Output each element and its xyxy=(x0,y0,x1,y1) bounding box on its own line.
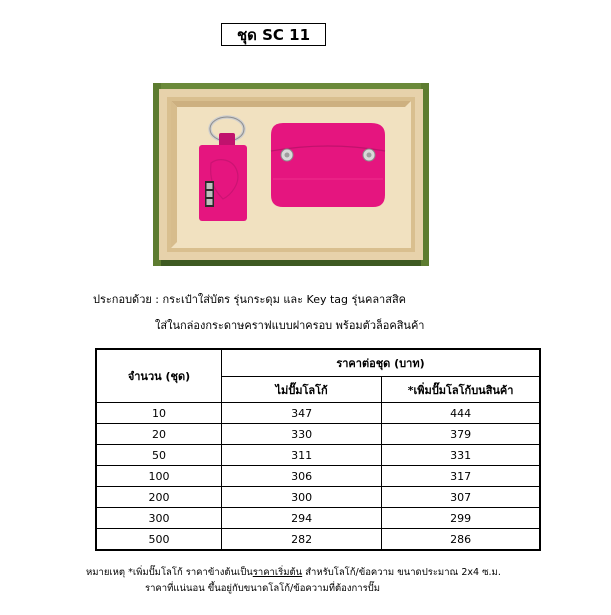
product-photo xyxy=(153,83,429,266)
price-table xyxy=(95,348,541,551)
qty-cell: 200 xyxy=(96,487,221,508)
qty-cell: 500 xyxy=(96,529,221,551)
qty-cell: 300 xyxy=(96,508,221,529)
no-logo-price-cell: 347 xyxy=(221,403,381,424)
qty-header: จำนวน (ชุด) xyxy=(96,349,221,403)
logo-price-cell: 444 xyxy=(382,403,540,424)
qty-cell: 10 xyxy=(96,403,221,424)
title-text: ชุด SC 11 xyxy=(236,25,311,44)
table-row xyxy=(96,529,540,551)
table-row xyxy=(96,445,540,466)
logo-price-cell: 307 xyxy=(382,487,540,508)
logo-price-cell: 317 xyxy=(382,466,540,487)
table-row xyxy=(96,508,540,529)
logo-header: *เพิ่มปั๊มโลโก้บนสินค้า xyxy=(382,377,540,403)
packaging-description: ใส่ในกล่องกระดาษคราฟแบบฝาครอบ พร้อมตัวล็อคสินค้า xyxy=(155,319,425,332)
no-logo-price-cell: 300 xyxy=(221,487,381,508)
table-header-row xyxy=(96,349,540,377)
logo-price-cell: 286 xyxy=(382,529,540,551)
no-logo-price-cell: 306 xyxy=(221,466,381,487)
starting-price-emphasis: ราคาเริ่มต้น xyxy=(252,567,303,578)
product-set-title xyxy=(221,23,326,46)
set-contents-description: ประกอบด้วย : กระเป๋าใส่บัตร รุ่นกระดุม และ Key tag รุ่นคลาสสิค xyxy=(93,293,407,306)
remark-suffix: สำหรับโลโก้/ข้อความ ขนาดประมาณ 2x4 ซ.ม. xyxy=(302,567,501,578)
logo-price-cell: 379 xyxy=(382,424,540,445)
no-logo-price-cell: 282 xyxy=(221,529,381,551)
card-wallet xyxy=(271,123,385,207)
logo-price-cell: 299 xyxy=(382,508,540,529)
remark-prefix: หมายเหตุ *เพิ่มปั๊มโลโก้ ราคาข้างต้นเป็น xyxy=(86,567,253,578)
no-logo-header: ไม่ปั๊มโลโก้ xyxy=(221,377,381,403)
qty-cell: 100 xyxy=(96,466,221,487)
remark-line-1 xyxy=(86,565,501,580)
table-row xyxy=(96,487,540,508)
key-tag-strap xyxy=(219,133,235,147)
price-header: ราคาต่อชุด (บาท) xyxy=(221,349,540,377)
no-logo-price-cell: 311 xyxy=(221,445,381,466)
table-row xyxy=(96,403,540,424)
remark-line-2: ราคาที่แน่นอน ขึ้นอยู่กับขนาดโลโก้/ข้อความที่ต้องการปั๊ม xyxy=(145,583,380,594)
qty-cell: 50 xyxy=(96,445,221,466)
table-row xyxy=(96,424,540,445)
no-logo-price-cell: 294 xyxy=(221,508,381,529)
no-logo-price-cell: 330 xyxy=(221,424,381,445)
qty-cell: 20 xyxy=(96,424,221,445)
table-row xyxy=(96,466,540,487)
logo-price-cell: 331 xyxy=(382,445,540,466)
